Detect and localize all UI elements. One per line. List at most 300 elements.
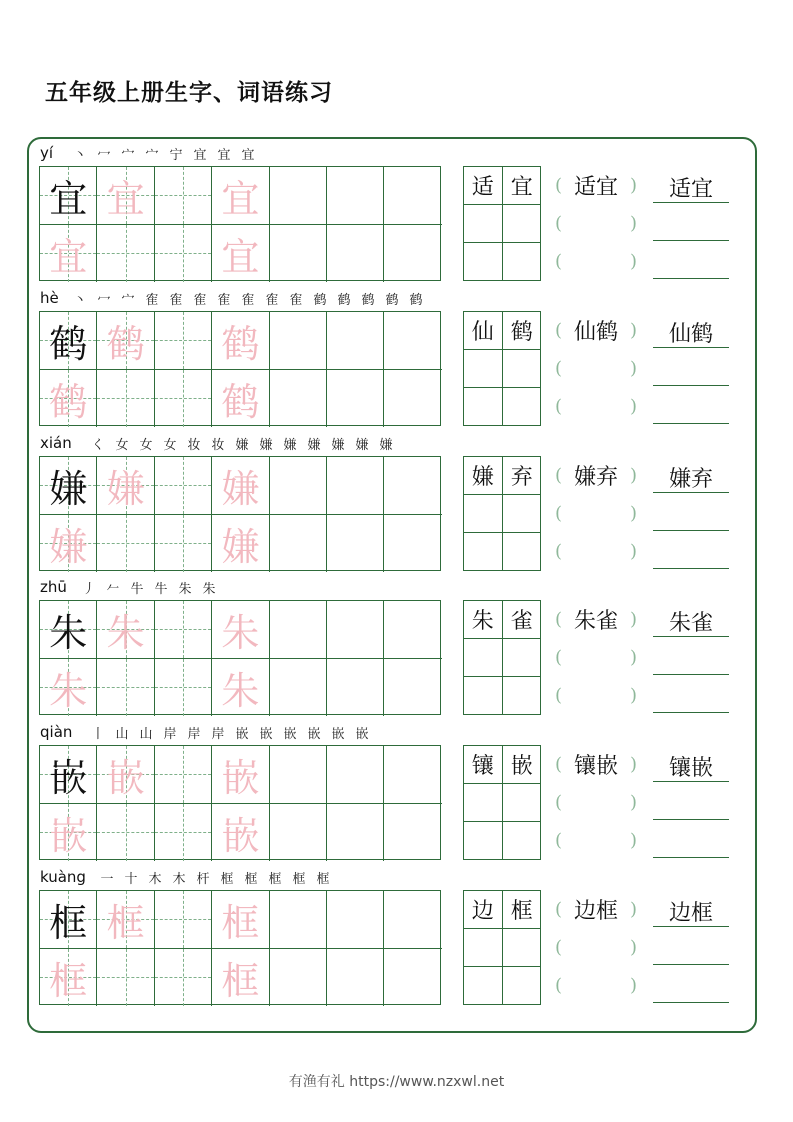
word-cell[interactable]: [464, 891, 503, 929]
practice-cell[interactable]: [97, 891, 154, 949]
practice-cell[interactable]: [97, 746, 154, 804]
practice-cell[interactable]: [384, 601, 441, 659]
underline-answer[interactable]: [653, 934, 729, 965]
writing-grid: [39, 456, 441, 571]
trace-character: 宜: [106, 176, 145, 221]
stroke-step: 宀: [145, 148, 159, 163]
practice-cell[interactable]: [212, 659, 269, 717]
word-cell[interactable]: [503, 167, 542, 205]
stroke-step: 鹤: [385, 293, 399, 308]
bracket-word: 嫌弃: [573, 464, 618, 490]
trace-character: 宜: [221, 176, 260, 221]
practice-cell[interactable]: [40, 746, 97, 804]
close-bracket: ): [629, 464, 637, 486]
word-cell[interactable]: [464, 601, 503, 639]
underline-word: 嫌弃: [668, 467, 713, 492]
trace-character: 宜: [49, 234, 88, 279]
stroke-step: 宀: [121, 293, 135, 308]
underline-answer[interactable]: [653, 210, 729, 241]
bracket-answer[interactable]: [555, 460, 637, 490]
open-bracket: (: [555, 174, 563, 196]
practice-cell[interactable]: [155, 457, 212, 515]
practice-cell[interactable]: [212, 312, 269, 370]
underline-answer[interactable]: [653, 538, 729, 569]
practice-cell[interactable]: [155, 370, 212, 428]
open-bracket: (: [555, 464, 563, 486]
pinyin: hè: [40, 289, 59, 307]
underline-answer[interactable]: [653, 751, 729, 782]
word-cell[interactable]: [503, 677, 542, 715]
trace-character: 鹤: [221, 379, 260, 424]
practice-cell[interactable]: [327, 457, 384, 515]
page-title: 五年级上册生字、词语练习: [45, 80, 333, 106]
word-cell[interactable]: [464, 167, 503, 205]
underline-word: 仙鹤: [668, 322, 713, 347]
writing-grid: [39, 600, 441, 715]
practice-cell[interactable]: [212, 949, 269, 1007]
trace-character: 宜: [221, 234, 260, 279]
practice-cell[interactable]: [384, 659, 441, 717]
practice-cell[interactable]: [327, 949, 384, 1007]
open-bracket: (: [555, 540, 563, 562]
stroke-step: 隺: [217, 293, 231, 308]
bracket-answer[interactable]: [555, 208, 637, 238]
word-cell[interactable]: [464, 457, 503, 495]
bracket-answer[interactable]: [555, 642, 637, 672]
practice-cell[interactable]: [155, 167, 212, 225]
practice-cell[interactable]: [155, 891, 212, 949]
word-cell[interactable]: [503, 457, 542, 495]
footer-watermark: 有渔有礼 https://www.nzxwl.net: [288, 1074, 505, 1090]
trace-character: 朱: [106, 610, 145, 655]
model-character: 嵌: [49, 755, 88, 800]
trace-character: 框: [106, 900, 145, 945]
underline-answer[interactable]: [653, 682, 729, 713]
practice-cell[interactable]: [212, 601, 269, 659]
word-cell[interactable]: [464, 677, 503, 715]
close-bracket: ): [629, 829, 637, 851]
stroke-step: 隺: [145, 293, 159, 308]
word-grid: [463, 600, 541, 715]
practice-cell[interactable]: [40, 804, 97, 862]
practice-cell[interactable]: [270, 659, 327, 717]
bracket-answer[interactable]: [555, 749, 637, 779]
stroke-step: 嵌: [307, 727, 321, 742]
underline-answer[interactable]: [653, 827, 729, 858]
close-bracket: ): [629, 936, 637, 958]
bracket-answer[interactable]: [555, 604, 637, 634]
underline-answer[interactable]: [653, 172, 729, 203]
practice-cell[interactable]: [270, 804, 327, 862]
close-bracket: ): [629, 174, 637, 196]
word-cell[interactable]: [464, 388, 503, 426]
open-bracket: (: [555, 395, 563, 417]
model-character: 鹤: [49, 321, 88, 366]
bracket-answer[interactable]: [555, 170, 637, 200]
practice-cell[interactable]: [327, 891, 384, 949]
practice-cell[interactable]: [212, 804, 269, 862]
word-character: 弃: [510, 465, 533, 490]
practice-cell[interactable]: [270, 457, 327, 515]
underline-answer[interactable]: [653, 972, 729, 1003]
stroke-step: 木: [172, 872, 186, 887]
writing-grid: [39, 890, 441, 1005]
close-bracket: ): [629, 753, 637, 775]
open-bracket: (: [555, 212, 563, 234]
practice-cell[interactable]: [212, 746, 269, 804]
underline-answer[interactable]: [653, 644, 729, 675]
bracket-answer[interactable]: [555, 894, 637, 924]
trace-character: 嫌: [106, 466, 145, 511]
practice-cell[interactable]: [40, 891, 97, 949]
stroke-step: 隺: [265, 293, 279, 308]
practice-cell[interactable]: [40, 659, 97, 717]
character-row: [0, 572, 793, 717]
stroke-step: 山: [115, 727, 129, 742]
practice-cell[interactable]: [97, 949, 154, 1007]
pinyin: qiàn: [40, 723, 73, 741]
stroke-order: [79, 578, 219, 597]
practice-cell[interactable]: [327, 515, 384, 573]
word-cell[interactable]: [503, 746, 542, 784]
stroke-order: [70, 289, 426, 308]
open-bracket: (: [555, 829, 563, 851]
practice-cell[interactable]: [155, 659, 212, 717]
practice-cell[interactable]: [212, 225, 269, 283]
stroke-step: 框: [292, 872, 306, 887]
practice-cell[interactable]: [155, 804, 212, 862]
practice-cell[interactable]: [327, 746, 384, 804]
word-cell[interactable]: [503, 784, 542, 822]
stroke-step: 框: [220, 872, 234, 887]
practice-cell[interactable]: [270, 167, 327, 225]
underline-word: 镶嵌: [668, 756, 713, 781]
stroke-step: 框: [316, 872, 330, 887]
practice-cell[interactable]: [384, 370, 441, 428]
underline-answer[interactable]: [653, 896, 729, 927]
word-character: 镶: [471, 754, 494, 779]
word-cell[interactable]: [503, 601, 542, 639]
word-cell[interactable]: [464, 243, 503, 281]
stroke-step: 木: [148, 872, 162, 887]
stroke-step: 嵌: [355, 727, 369, 742]
open-bracket: (: [555, 684, 563, 706]
practice-cell[interactable]: [270, 949, 327, 1007]
practice-cell[interactable]: [212, 515, 269, 573]
practice-cell[interactable]: [384, 804, 441, 862]
close-bracket: ): [629, 319, 637, 341]
stroke-step: 隺: [193, 293, 207, 308]
stroke-step: 框: [244, 872, 258, 887]
stroke-step: 一: [100, 872, 114, 887]
practice-cell[interactable]: [212, 457, 269, 515]
practice-cell[interactable]: [212, 370, 269, 428]
stroke-step: 牛: [154, 582, 168, 597]
practice-cell[interactable]: [40, 167, 97, 225]
stroke-step: 宜: [217, 148, 231, 163]
practice-cell[interactable]: [270, 370, 327, 428]
word-character: 鹤: [510, 320, 533, 345]
close-bracket: ): [629, 502, 637, 524]
practice-cell[interactable]: [384, 167, 441, 225]
stroke-step: 岸: [163, 727, 177, 742]
word-character: 朱: [471, 609, 494, 634]
character-row: [0, 138, 793, 283]
practice-cell[interactable]: [97, 225, 154, 283]
stroke-step: 嫌: [235, 438, 249, 453]
bracket-answer[interactable]: [555, 932, 637, 962]
open-bracket: (: [555, 898, 563, 920]
practice-cell[interactable]: [40, 601, 97, 659]
word-cell[interactable]: [503, 967, 542, 1005]
stroke-step: 嫌: [307, 438, 321, 453]
bracket-answer[interactable]: [555, 536, 637, 566]
practice-cell[interactable]: [97, 167, 154, 225]
word-cell[interactable]: [503, 822, 542, 860]
practice-cell[interactable]: [97, 659, 154, 717]
underline-answer[interactable]: [653, 355, 729, 386]
open-bracket: (: [555, 753, 563, 775]
stroke-step: 丨: [91, 727, 105, 742]
stroke-step: 冖: [97, 293, 111, 308]
word-cell[interactable]: [464, 205, 503, 243]
trace-character: 朱: [49, 668, 88, 713]
word-cell[interactable]: [464, 929, 503, 967]
stroke-order: [97, 868, 333, 887]
word-cell[interactable]: [464, 312, 503, 350]
practice-cell[interactable]: [327, 167, 384, 225]
practice-cell[interactable]: [155, 949, 212, 1007]
stroke-step: 宜: [193, 148, 207, 163]
word-cell[interactable]: [503, 312, 542, 350]
word-cell[interactable]: [503, 891, 542, 929]
bracket-word: 朱雀: [573, 608, 618, 634]
open-bracket: (: [555, 936, 563, 958]
practice-cell[interactable]: [384, 457, 441, 515]
word-cell[interactable]: [464, 639, 503, 677]
word-cell[interactable]: [503, 388, 542, 426]
close-bracket: ): [629, 684, 637, 706]
stroke-step: 妆: [211, 438, 225, 453]
word-cell[interactable]: [503, 495, 542, 533]
trace-character: 框: [49, 958, 88, 1003]
underline-answer[interactable]: [653, 500, 729, 531]
bracket-answer[interactable]: [555, 315, 637, 345]
practice-cell[interactable]: [155, 312, 212, 370]
stroke-step: 冖: [97, 148, 111, 163]
practice-cell[interactable]: [384, 891, 441, 949]
practice-cell[interactable]: [270, 225, 327, 283]
trace-character: 框: [221, 900, 260, 945]
word-cell[interactable]: [503, 533, 542, 571]
word-cell[interactable]: [464, 350, 503, 388]
practice-cell[interactable]: [40, 457, 97, 515]
practice-cell[interactable]: [97, 601, 154, 659]
stroke-step: 嵌: [331, 727, 345, 742]
stroke-step: 嫌: [259, 438, 273, 453]
bracket-answer[interactable]: [555, 680, 637, 710]
trace-character: 嫌: [221, 466, 260, 511]
stroke-step: 嫌: [379, 438, 393, 453]
practice-cell[interactable]: [384, 949, 441, 1007]
stroke-order: [70, 144, 258, 163]
word-cell[interactable]: [503, 929, 542, 967]
writing-grid: [39, 311, 441, 426]
close-bracket: ): [629, 357, 637, 379]
bracket-answer[interactable]: [555, 787, 637, 817]
underline-answer[interactable]: [653, 789, 729, 820]
trace-character: 鹤: [49, 379, 88, 424]
practice-cell[interactable]: [97, 515, 154, 573]
practice-cell[interactable]: [327, 370, 384, 428]
pinyin: yí: [40, 144, 54, 162]
word-cell[interactable]: [464, 533, 503, 571]
stroke-step: 鹤: [313, 293, 327, 308]
stroke-step: 宀: [121, 148, 135, 163]
open-bracket: (: [555, 608, 563, 630]
practice-cell[interactable]: [327, 601, 384, 659]
stroke-step: 嵌: [235, 727, 249, 742]
stroke-step: 女: [115, 438, 129, 453]
stroke-step: 宜: [241, 148, 255, 163]
word-character: 适: [471, 175, 494, 200]
practice-cell[interactable]: [327, 312, 384, 370]
pinyin: kuàng: [40, 868, 86, 886]
close-bracket: ): [629, 250, 637, 272]
close-bracket: ): [629, 646, 637, 668]
stroke-step: 鹤: [337, 293, 351, 308]
practice-cell[interactable]: [40, 949, 97, 1007]
bracket-answer[interactable]: [555, 825, 637, 855]
practice-cell[interactable]: [270, 746, 327, 804]
stroke-step: 嵌: [283, 727, 297, 742]
word-cell[interactable]: [464, 746, 503, 784]
word-character: 仙: [471, 320, 494, 345]
underline-answer[interactable]: [653, 317, 729, 348]
underline-answer[interactable]: [653, 462, 729, 493]
practice-cell[interactable]: [97, 370, 154, 428]
stroke-step: 嫌: [283, 438, 297, 453]
model-character: 嫌: [49, 466, 88, 511]
bracket-word: 边框: [573, 898, 618, 924]
practice-cell[interactable]: [155, 225, 212, 283]
word-character: 边: [471, 899, 494, 924]
character-row: [0, 428, 793, 573]
stroke-step: 山: [139, 727, 153, 742]
word-grid: [463, 890, 541, 1005]
word-cell[interactable]: [503, 205, 542, 243]
stroke-step: 框: [268, 872, 282, 887]
open-bracket: (: [555, 502, 563, 524]
underline-answer[interactable]: [653, 248, 729, 279]
practice-cell[interactable]: [327, 659, 384, 717]
underline-answer[interactable]: [653, 393, 729, 424]
close-bracket: ): [629, 540, 637, 562]
practice-cell[interactable]: [155, 515, 212, 573]
bracket-word: 仙鹤: [573, 319, 618, 345]
practice-cell[interactable]: [384, 515, 441, 573]
practice-cell[interactable]: [327, 804, 384, 862]
bracket-answer[interactable]: [555, 353, 637, 383]
practice-cell[interactable]: [327, 225, 384, 283]
practice-cell[interactable]: [40, 370, 97, 428]
bracket-word: 镶嵌: [573, 753, 618, 779]
stroke-step: 牛: [130, 582, 144, 597]
practice-cell[interactable]: [97, 457, 154, 515]
word-cell[interactable]: [464, 822, 503, 860]
word-cell[interactable]: [464, 495, 503, 533]
stroke-step: 丶: [73, 293, 87, 308]
practice-cell[interactable]: [212, 891, 269, 949]
trace-character: 鹤: [221, 321, 260, 366]
writing-grid: [39, 166, 441, 281]
word-cell[interactable]: [464, 784, 503, 822]
character-row: [0, 717, 793, 862]
bracket-answer[interactable]: [555, 391, 637, 421]
practice-cell[interactable]: [384, 312, 441, 370]
practice-cell[interactable]: [155, 746, 212, 804]
stroke-step: 隺: [241, 293, 255, 308]
practice-cell[interactable]: [270, 515, 327, 573]
practice-cell[interactable]: [270, 312, 327, 370]
stroke-step: 杆: [196, 872, 210, 887]
practice-cell[interactable]: [155, 601, 212, 659]
stroke-step: 丿: [82, 582, 96, 597]
practice-cell[interactable]: [40, 515, 97, 573]
underline-word: 适宜: [668, 177, 713, 202]
word-cell[interactable]: [503, 639, 542, 677]
trace-character: 嫌: [49, 524, 88, 569]
close-bracket: ): [629, 898, 637, 920]
stroke-step: 嫌: [355, 438, 369, 453]
practice-cell[interactable]: [97, 312, 154, 370]
trace-character: 框: [221, 958, 260, 1003]
open-bracket: (: [555, 791, 563, 813]
word-character: 嵌: [510, 754, 533, 779]
practice-cell[interactable]: [270, 891, 327, 949]
practice-cell[interactable]: [384, 225, 441, 283]
stroke-step: 宁: [169, 148, 183, 163]
practice-cell[interactable]: [270, 601, 327, 659]
trace-character: 嵌: [49, 813, 88, 858]
word-grid: [463, 456, 541, 571]
pinyin: xián: [40, 434, 72, 452]
practice-cell[interactable]: [40, 312, 97, 370]
bracket-answer[interactable]: [555, 970, 637, 1000]
stroke-step: 丶: [73, 148, 87, 163]
bracket-answer[interactable]: [555, 246, 637, 276]
word-grid: [463, 166, 541, 281]
practice-cell[interactable]: [97, 804, 154, 862]
word-cell[interactable]: [464, 967, 503, 1005]
stroke-step: 鹤: [409, 293, 423, 308]
word-cell[interactable]: [503, 243, 542, 281]
word-cell[interactable]: [503, 350, 542, 388]
trace-character: 嵌: [221, 755, 260, 800]
practice-cell[interactable]: [40, 225, 97, 283]
stroke-step: 隺: [289, 293, 303, 308]
open-bracket: (: [555, 357, 563, 379]
model-character: 框: [49, 900, 88, 945]
close-bracket: ): [629, 974, 637, 996]
underline-answer[interactable]: [653, 606, 729, 637]
stroke-step: 岸: [211, 727, 225, 742]
practice-cell[interactable]: [212, 167, 269, 225]
underline-word: 边框: [668, 901, 713, 926]
word-grid: [463, 311, 541, 426]
bracket-answer[interactable]: [555, 498, 637, 528]
practice-cell[interactable]: [384, 746, 441, 804]
